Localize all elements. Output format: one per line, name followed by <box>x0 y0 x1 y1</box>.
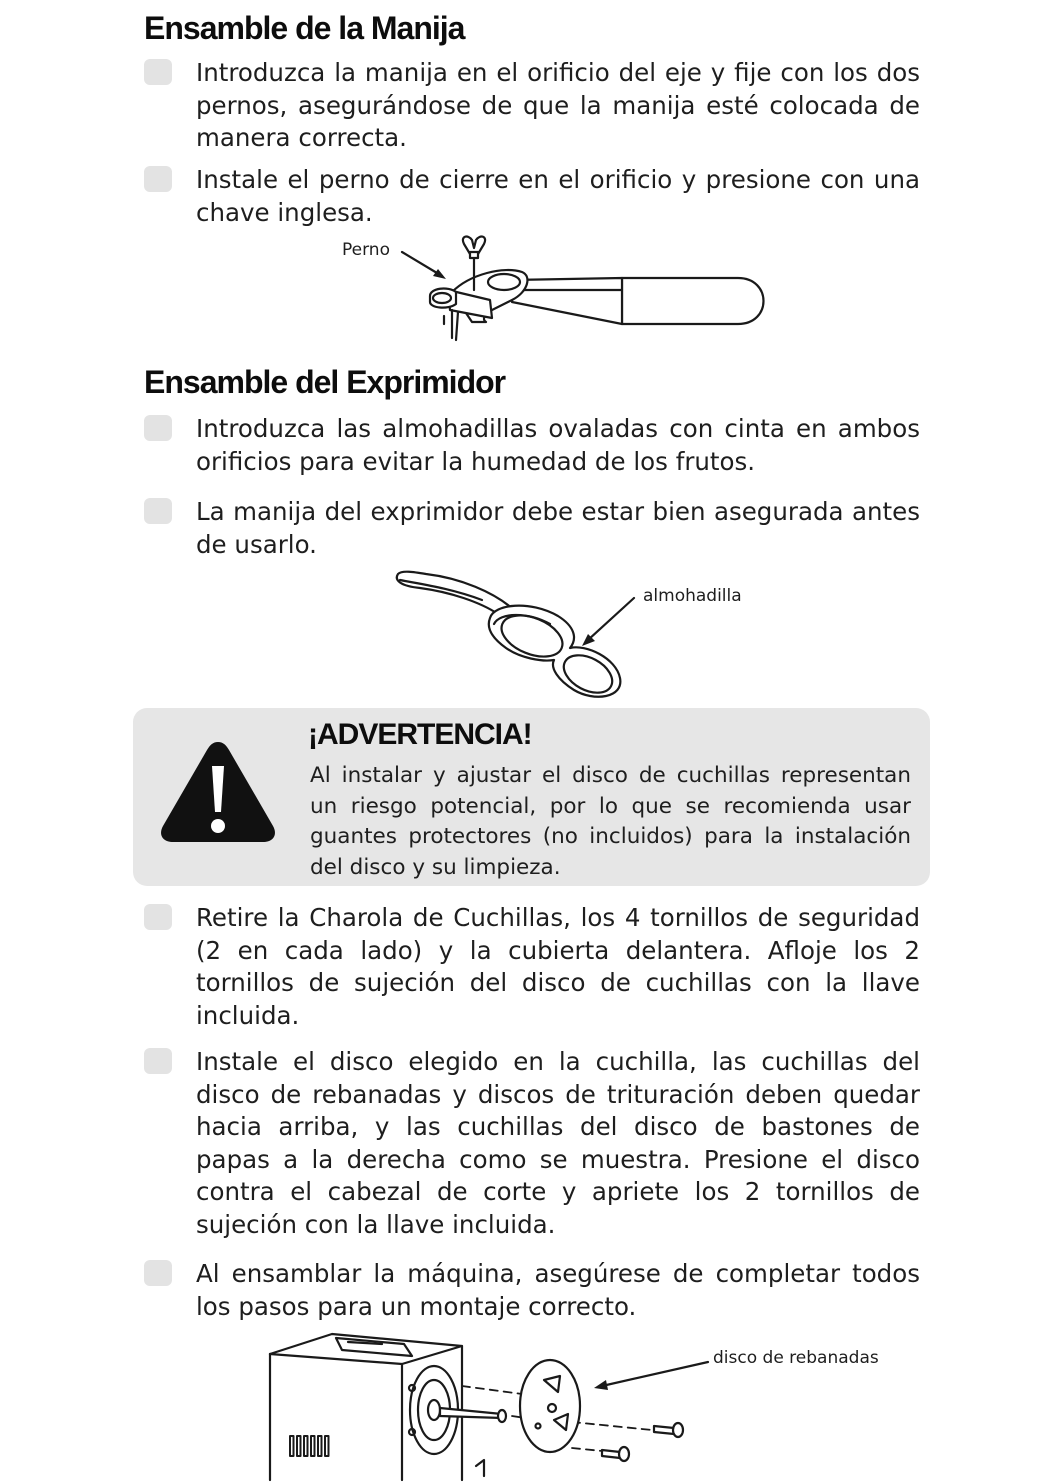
warning-title: ¡ADVERTENCIA! <box>308 718 532 751</box>
step-item <box>144 496 920 561</box>
step-item <box>144 413 920 478</box>
step-text: Introduzca la manija en el orificio del eje y fije con los dos pernos, asegurándose de que la manija esté colocada de manera correcta. <box>196 58 920 152</box>
step-item <box>144 57 920 155</box>
section-heading-squeezer: Ensamble del Exprimidor <box>144 364 506 400</box>
warning-box <box>133 708 930 886</box>
section-heading-handle: Ensamble de la Manija <box>144 10 465 46</box>
step-text: Retire la Charola de Cuchillas, los 4 tornillos de seguridad (2 en cada lado) y la cubierta delantera. Afloje los 2 tornillos de sujeción del disco de cuchillas con la llave incluida. <box>196 903 920 1030</box>
squeezer-illustration <box>390 566 650 706</box>
checkbox[interactable] <box>144 1260 172 1286</box>
checkbox[interactable] <box>144 904 172 930</box>
step-item <box>144 902 920 1032</box>
figure-label-perno: Perno <box>342 240 390 260</box>
step-item <box>144 1046 920 1241</box>
checkbox[interactable] <box>144 415 172 441</box>
handle-assembly-illustration <box>400 230 780 350</box>
step-text: Introduzca las almohadillas ovaladas con cinta en ambos orificios para evitar la humedad de los frutos. <box>196 414 920 476</box>
figure-label-almohadilla: almohadilla <box>643 586 742 606</box>
slicing-disc-illustration <box>262 1330 722 1480</box>
checkbox[interactable] <box>144 166 172 192</box>
step-text: La manija del exprimidor debe estar bien asegurada antes de usarlo. <box>196 497 920 559</box>
step-text: Instale el perno de cierre en el orificio y presione con una chave inglesa. <box>196 165 920 227</box>
checkbox[interactable] <box>144 498 172 524</box>
figure-label-disco: disco de rebanadas <box>713 1348 879 1368</box>
checkbox[interactable] <box>144 1048 172 1074</box>
step-text: Instale el disco elegido en la cuchilla, las cuchillas del disco de rebanadas y discos de trituración deben quedar hacia arriba, y las cuchillas del disco de bastones de papas a la derecha como se muestra. Presione el disco contra el cabezal de corte y apriete los 2 tornillos de sujeción con la llave incluida. <box>196 1047 920 1239</box>
warning-text: Al instalar y ajustar el disco de cuchillas representan un riesgo potencial, por lo que se recomienda usar guantes protectores (no incluidos) para la instalación del disco y su limpieza. <box>310 763 911 880</box>
step-item <box>144 164 920 229</box>
warning-triangle-icon <box>157 738 279 846</box>
checkbox[interactable] <box>144 59 172 85</box>
step-item <box>144 1258 920 1323</box>
step-text: Al ensamblar la máquina, asegúrese de completar todos los pasos para un montaje correcto. <box>196 1259 920 1321</box>
